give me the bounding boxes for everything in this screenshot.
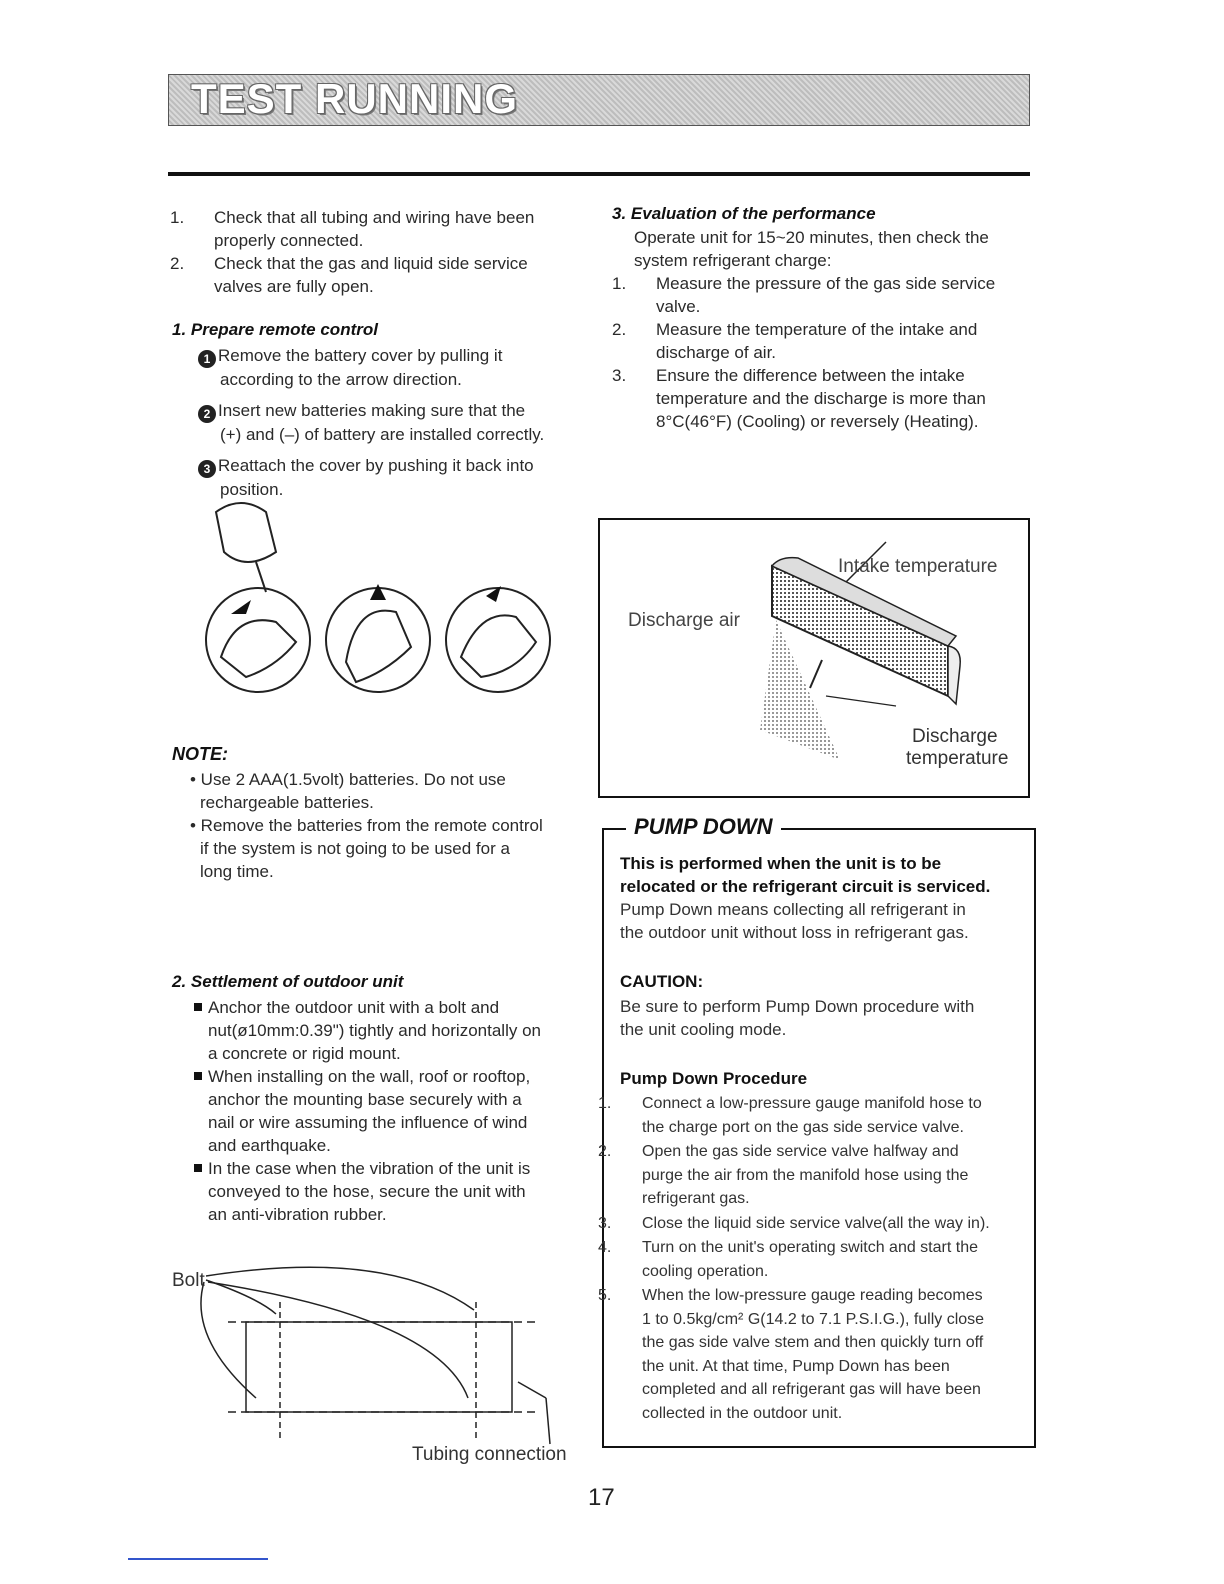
performance-figure xyxy=(598,518,1030,798)
discharge-temp-label-2: temperature xyxy=(906,748,1009,769)
list-item: 1. Measure the pressure of the gas side service valve. xyxy=(612,274,996,316)
step-3-icon: 3 xyxy=(198,460,216,478)
evaluation-heading: 3. Evaluation of the performance xyxy=(612,204,876,223)
list-item: 4. Turn on the unit's operating switch and start the cooling operation. xyxy=(598,1239,978,1280)
procedure-heading: Pump Down Procedure xyxy=(620,1069,808,1088)
list-item: Anchor the outdoor unit with a bolt and nut(ø10mm:0.39") tightly and horizontally on a concrete or rigid mount. xyxy=(194,996,594,1065)
outdoor-unit-diagram xyxy=(168,1258,588,1478)
bullet-icon xyxy=(194,1164,202,1172)
bolt-label: Bolt xyxy=(172,1270,205,1291)
list-item: 3 Reattach the cover by pushing it back into position. xyxy=(198,454,588,501)
list-item: 3. Close the liquid side service valve(all the way in). xyxy=(598,1214,990,1232)
prepare-heading: 1. Prepare remote control xyxy=(172,320,378,339)
prepare-steps xyxy=(198,344,588,501)
step-1-icon: 1 xyxy=(198,350,216,368)
arrow-left-icon xyxy=(231,600,251,614)
caution-heading: CAUTION: xyxy=(620,972,704,991)
procedure-list xyxy=(598,1092,1030,1425)
outdoor-unit-outline xyxy=(246,1322,512,1412)
note-heading: NOTE: xyxy=(172,744,228,764)
tubing-label: Tubing connection xyxy=(412,1444,567,1465)
arrow-up-icon xyxy=(370,584,386,600)
step-2-icon: 2 xyxy=(198,405,216,423)
section-banner xyxy=(168,74,1030,126)
footer-rule xyxy=(128,1558,268,1560)
discharge-air-label: Discharge air xyxy=(628,610,740,631)
list-item: 2. Check that the gas and liquid side service valves are fully open. xyxy=(170,254,528,296)
list-item: In the case when the vibration of the unit is conveyed to the hose, secure the unit with an anti-vibration rubber. xyxy=(194,1157,594,1226)
list-item: 1. Check that all tubing and wiring have been properly connected. xyxy=(170,208,535,250)
settlement-list xyxy=(194,996,594,1226)
check-list xyxy=(170,206,582,298)
list-item: 1 Remove the battery cover by pulling it according to the arrow direction. xyxy=(198,344,588,391)
list-item: 2 Insert new batteries making sure that the (+) and (–) of battery are installed correctly. xyxy=(198,399,588,446)
list-item: 2. Open the gas side service valve halfway and purge the air from the manifold hose using the refrigerant gas. xyxy=(598,1143,969,1207)
remote-control-illustration xyxy=(196,492,566,718)
list-item: • Use 2 AAA(1.5volt) batteries. Do not use rechargeable batteries. xyxy=(190,770,506,812)
remote-step-2-circle xyxy=(326,588,430,692)
page-number: 17 xyxy=(588,1484,615,1511)
list-item: 3. Ensure the difference between the intake temperature and the discharge is more than 8°C(46°F) (Cooling) or reversely (Heating). xyxy=(612,366,986,431)
divider xyxy=(168,172,1030,176)
pump-down-title: PUMP DOWN xyxy=(626,814,781,840)
remote-detail-inset xyxy=(216,503,276,562)
note-list xyxy=(190,768,590,883)
bullet-icon xyxy=(194,1072,202,1080)
intake-label: Intake temperature xyxy=(838,556,998,577)
settlement-heading: 2. Settlement of outdoor unit xyxy=(172,972,404,991)
list-item: 5. When the low-pressure gauge reading becomes 1 to 0.5kg/cm² G(14.2 to 7.1 P.S.I.G.), fully close the gas side valve stem and then quickly turn off the unit. At that time, Pump Down has been completed and all refrigerant gas will have been collected in the outdoor unit. xyxy=(598,1287,985,1422)
bullet-icon xyxy=(194,1003,202,1011)
list-item: • Remove the batteries from the remote control if the system is not going to be used for a long time. xyxy=(190,816,543,881)
pump-down-content: This is performed when the unit is to be relocated or the refrigerant circuit is serviced. Pump Down means collecting all refrigerant in the outdoor unit without loss in refrigerant gas. CAUTION: Be sure to perform Pump Down procedure with the unit cooling mode. Pump Down Procedure 1. Connect a low-pressure gauge manifold hose to the charge port on the gas side service valve. 2. Open the gas side service valve halfway and purge the air from the manifold hose using the refrigerant gas. 3. Close the liquid side service valve(all the way in). 4. Turn on the unit's operating switch and start the cooling operation. 5. When the low-pressure gauge reading becomes 1 to 0.5kg/cm² G(14.2 to 7.1 P.S.I.G.), fully close the gas side valve stem and then quickly turn off the unit. At that time, Pump Down has been completed and all refrigerant gas will have been collected in the outdoor unit. xyxy=(620,852,1030,1425)
evaluation-body: Operate unit for 15~20 minutes, then check the system refrigerant charge: 1. Measure the pressure of the gas side service valve. 2. Measure the temperature of the intake and discharge of air. 3. Ensure the difference between the intake temperature and the discharge is more than 8°C(46°F) (Cooling) or reversely (Heating). xyxy=(634,226,1034,433)
list-item: 1. Connect a low-pressure gauge manifold hose to the charge port on the gas side service valve. xyxy=(598,1095,982,1136)
list-item: 2. Measure the temperature of the intake and discharge of air. xyxy=(612,320,978,362)
discharge-temp-label: Discharge xyxy=(912,726,998,747)
page-title: TEST RUNNING xyxy=(191,75,518,122)
list-item: When installing on the wall, roof or rooftop, anchor the mounting base securely with a nail or wire assuming the influence of wind and earthquake. xyxy=(194,1065,594,1157)
